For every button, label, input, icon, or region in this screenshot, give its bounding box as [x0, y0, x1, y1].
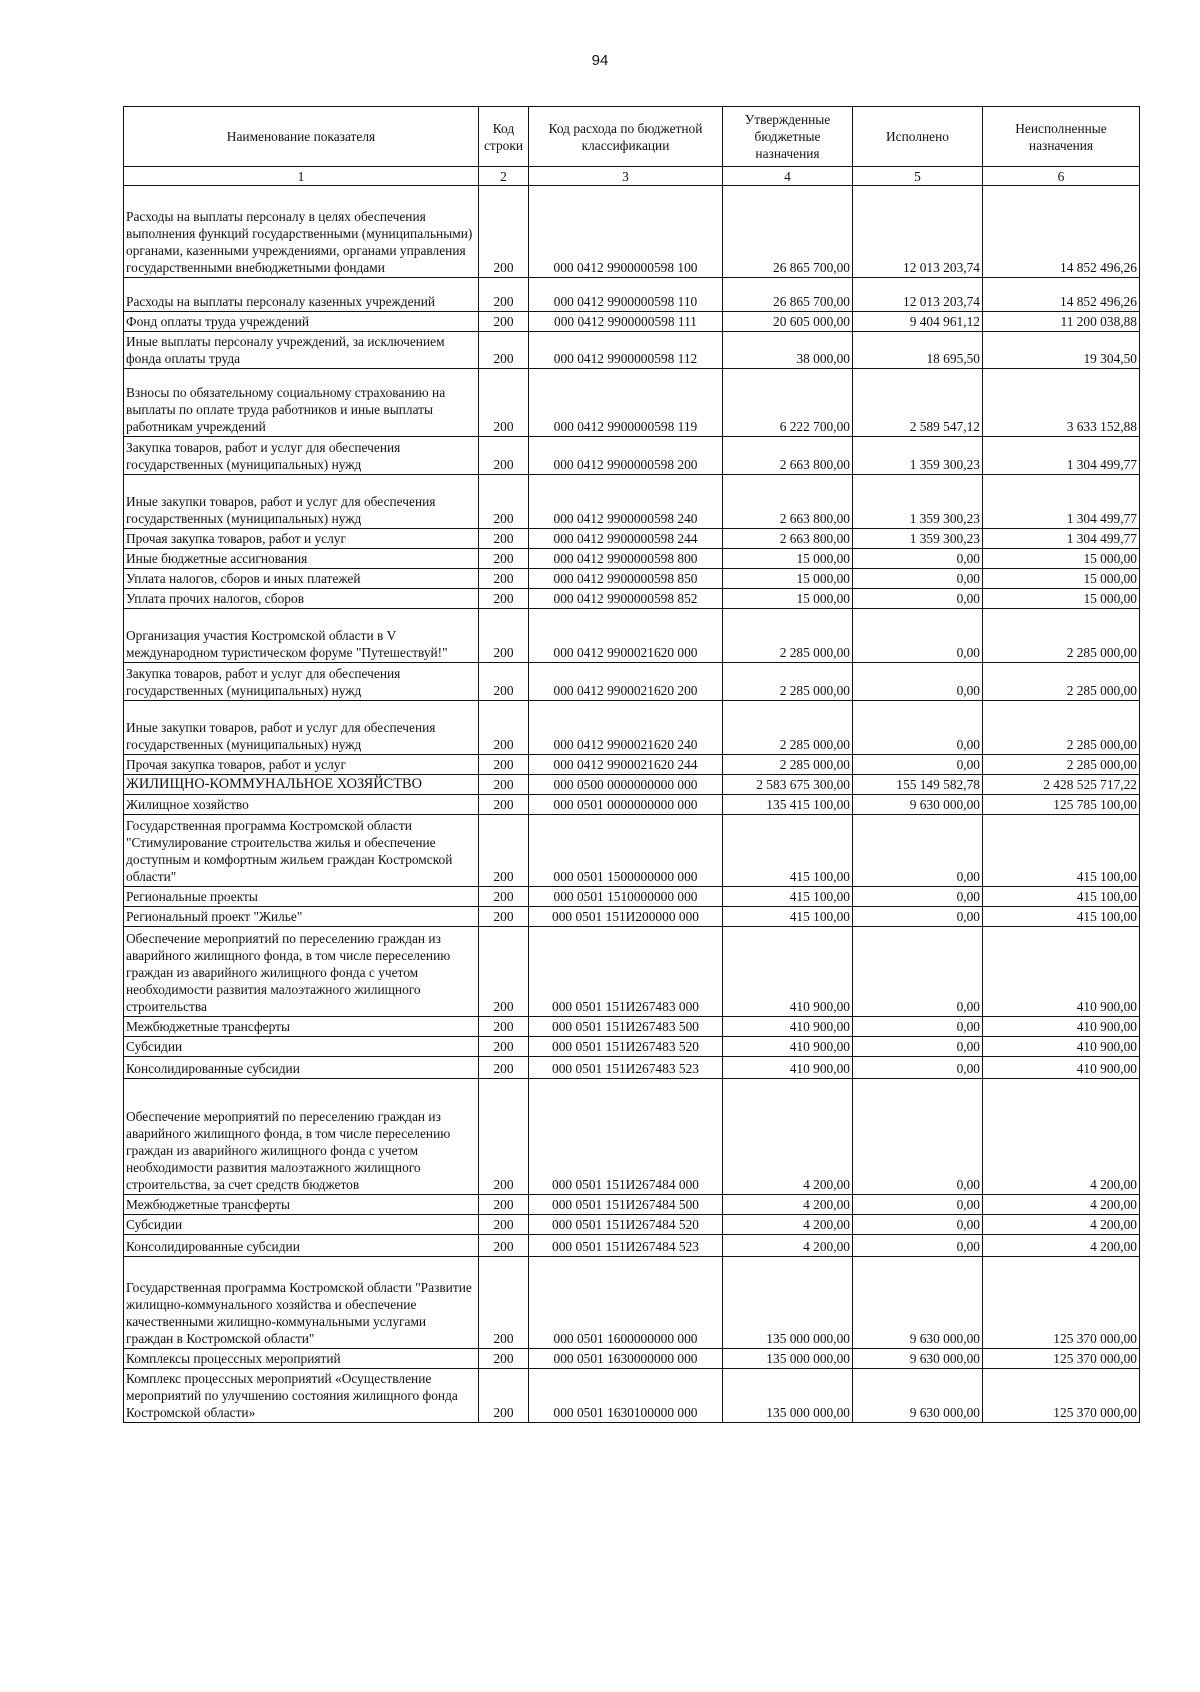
row-line-code: 200	[479, 332, 529, 369]
row-name: Комплекс процессных мероприятий «Осуществление мероприятий по улучшению состояния жилищного фонда Костромской области»	[124, 1369, 479, 1423]
row-name: Региональные проекты	[124, 887, 479, 907]
row-approved: 4 200,00	[723, 1079, 853, 1195]
row-budget-code: 000 0501 0000000000 000	[529, 795, 723, 815]
table-row	[124, 369, 1140, 437]
row-approved: 20 605 000,00	[723, 312, 853, 332]
table-row	[124, 1349, 1140, 1369]
row-unexecuted: 125 785 100,00	[983, 795, 1140, 815]
row-budget-code: 000 0501 1600000000 000	[529, 1257, 723, 1349]
row-line-code: 200	[479, 278, 529, 312]
row-line-code: 200	[479, 1017, 529, 1037]
row-line-code: 200	[479, 775, 529, 795]
row-executed: 0,00	[853, 549, 983, 569]
row-name: Обеспечение мероприятий по переселению граждан из аварийного жилищного фонда, в том числе переселению граждан из аварийного жилищного фонда с учетом необходимости развития малоэтажного жилищного строительства, за счет средств бюджетов	[124, 1079, 479, 1195]
table-row	[124, 1257, 1140, 1349]
row-approved: 38 000,00	[723, 332, 853, 369]
row-line-code: 200	[479, 815, 529, 887]
table-row	[124, 1079, 1140, 1195]
table-row	[124, 475, 1140, 529]
row-approved: 2 285 000,00	[723, 609, 853, 663]
row-name: Закупка товаров, работ и услуг для обеспечения государственных (муниципальных) нужд	[124, 437, 479, 475]
table-row	[124, 529, 1140, 549]
row-line-code: 200	[479, 369, 529, 437]
row-executed: 0,00	[853, 1195, 983, 1215]
row-unexecuted: 410 900,00	[983, 1017, 1140, 1037]
row-executed: 0,00	[853, 569, 983, 589]
row-approved: 15 000,00	[723, 569, 853, 589]
row-name: Комплексы процессных мероприятий	[124, 1349, 479, 1369]
row-executed: 0,00	[853, 609, 983, 663]
row-approved: 2 663 800,00	[723, 437, 853, 475]
row-budget-code: 000 0501 151И267483 000	[529, 927, 723, 1017]
table-row	[124, 755, 1140, 775]
row-executed: 0,00	[853, 1057, 983, 1079]
row-approved: 135 000 000,00	[723, 1369, 853, 1423]
row-name: Иные выплаты персоналу учреждений, за исключением фонда оплаты труда	[124, 332, 479, 369]
row-budget-code: 000 0412 9900000598 111	[529, 312, 723, 332]
row-name: Организация участия Костромской области в V международном туристическом форуме "Путешествуй!"	[124, 609, 479, 663]
row-executed: 0,00	[853, 1079, 983, 1195]
row-executed: 0,00	[853, 1017, 983, 1037]
column-number-row	[124, 167, 1140, 186]
table-row	[124, 609, 1140, 663]
row-line-code: 200	[479, 475, 529, 529]
row-executed: 0,00	[853, 589, 983, 609]
row-executed: 12 013 203,74	[853, 186, 983, 278]
row-executed: 0,00	[853, 907, 983, 927]
row-approved: 410 900,00	[723, 1017, 853, 1037]
table-row	[124, 795, 1140, 815]
row-budget-code: 000 0501 151И267484 523	[529, 1235, 723, 1257]
header-line-code: Код строки	[479, 107, 529, 167]
row-approved: 135 000 000,00	[723, 1257, 853, 1349]
row-unexecuted: 4 200,00	[983, 1235, 1140, 1257]
table-row	[124, 186, 1140, 278]
row-budget-code: 000 0501 151И267483 500	[529, 1017, 723, 1037]
row-executed: 0,00	[853, 755, 983, 775]
row-executed: 0,00	[853, 663, 983, 701]
row-executed: 0,00	[853, 887, 983, 907]
row-line-code: 200	[479, 529, 529, 549]
row-approved: 415 100,00	[723, 887, 853, 907]
row-approved: 415 100,00	[723, 815, 853, 887]
column-number: 5	[853, 167, 983, 186]
row-executed: 18 695,50	[853, 332, 983, 369]
row-approved: 410 900,00	[723, 1057, 853, 1079]
table-row	[124, 1215, 1140, 1235]
row-approved: 410 900,00	[723, 927, 853, 1017]
column-number: 4	[723, 167, 853, 186]
row-approved: 2 285 000,00	[723, 663, 853, 701]
row-budget-code: 000 0412 9900000598 112	[529, 332, 723, 369]
row-name: Консолидированные субсидии	[124, 1057, 479, 1079]
row-line-code: 200	[479, 1257, 529, 1349]
row-name: Уплата прочих налогов, сборов	[124, 589, 479, 609]
row-line-code: 200	[479, 907, 529, 927]
row-name: Иные закупки товаров, работ и услуг для обеспечения государственных (муниципальных) нужд	[124, 475, 479, 529]
row-unexecuted: 2 285 000,00	[983, 663, 1140, 701]
row-budget-code: 000 0412 9900021620 000	[529, 609, 723, 663]
row-executed: 0,00	[853, 1215, 983, 1235]
row-unexecuted: 2 428 525 717,22	[983, 775, 1140, 795]
column-number: 6	[983, 167, 1140, 186]
header-budget-code: Код расхода по бюджетной классификации	[529, 107, 723, 167]
row-approved: 2 583 675 300,00	[723, 775, 853, 795]
table-row	[124, 775, 1140, 795]
table-row	[124, 589, 1140, 609]
row-name: Фонд оплаты труда учреждений	[124, 312, 479, 332]
row-unexecuted: 15 000,00	[983, 549, 1140, 569]
row-unexecuted: 1 304 499,77	[983, 475, 1140, 529]
row-approved: 2 285 000,00	[723, 755, 853, 775]
budget-execution-table	[123, 106, 1140, 1423]
row-name: Расходы на выплаты персоналу в целях обеспечения выполнения функций государственными (муниципальными) органами, казенными учреждениями, органами управления государственными внебюджетными фондами	[124, 186, 479, 278]
row-approved: 15 000,00	[723, 549, 853, 569]
row-line-code: 200	[479, 312, 529, 332]
row-name: Взносы по обязательному социальному страхованию на выплаты по оплате труда работников и иные выплаты работникам учреждений	[124, 369, 479, 437]
row-name: Расходы на выплаты персоналу казенных учреждений	[124, 278, 479, 312]
row-budget-code: 000 0501 151И267484 520	[529, 1215, 723, 1235]
row-name: Субсидии	[124, 1037, 479, 1057]
row-name: Региональный проект "Жилье"	[124, 907, 479, 927]
row-line-code: 200	[479, 887, 529, 907]
row-executed: 9 404 961,12	[853, 312, 983, 332]
table-row	[124, 887, 1140, 907]
row-unexecuted: 15 000,00	[983, 589, 1140, 609]
row-line-code: 200	[479, 927, 529, 1017]
row-budget-code: 000 0501 151И200000 000	[529, 907, 723, 927]
row-name: ЖИЛИЩНО-КОММУНАЛЬНОЕ ХОЗЯЙСТВО	[124, 775, 479, 795]
row-executed: 0,00	[853, 1037, 983, 1057]
row-unexecuted: 2 285 000,00	[983, 755, 1140, 775]
row-line-code: 200	[479, 1079, 529, 1195]
row-executed: 1 359 300,23	[853, 475, 983, 529]
row-approved: 2 663 800,00	[723, 529, 853, 549]
row-executed: 155 149 582,78	[853, 775, 983, 795]
header-unexecuted: Неисполненные назначения	[983, 107, 1140, 167]
row-unexecuted: 125 370 000,00	[983, 1349, 1140, 1369]
row-budget-code: 000 0500 0000000000 000	[529, 775, 723, 795]
row-name: Межбюджетные трансферты	[124, 1195, 479, 1215]
row-approved: 135 415 100,00	[723, 795, 853, 815]
row-name: Обеспечение мероприятий по переселению граждан из аварийного жилищного фонда, в том числе переселению граждан из аварийного жилищного фонда с учетом необходимости развития малоэтажного жилищного строительства	[124, 927, 479, 1017]
row-unexecuted: 415 100,00	[983, 907, 1140, 927]
row-budget-code: 000 0501 151И267483 523	[529, 1057, 723, 1079]
row-line-code: 200	[479, 1235, 529, 1257]
row-executed: 2 589 547,12	[853, 369, 983, 437]
row-budget-code: 000 0412 9900000598 850	[529, 569, 723, 589]
row-name: Закупка товаров, работ и услуг для обеспечения государственных (муниципальных) нужд	[124, 663, 479, 701]
row-line-code: 200	[479, 569, 529, 589]
row-line-code: 200	[479, 663, 529, 701]
row-budget-code: 000 0501 1630100000 000	[529, 1369, 723, 1423]
table-row	[124, 1369, 1140, 1423]
row-approved: 2 285 000,00	[723, 701, 853, 755]
row-unexecuted: 410 900,00	[983, 1057, 1140, 1079]
row-budget-code: 000 0412 9900000598 852	[529, 589, 723, 609]
row-executed: 9 630 000,00	[853, 795, 983, 815]
row-approved: 415 100,00	[723, 907, 853, 927]
row-line-code: 200	[479, 1037, 529, 1057]
table-row	[124, 332, 1140, 369]
row-approved: 15 000,00	[723, 589, 853, 609]
row-executed: 1 359 300,23	[853, 529, 983, 549]
row-line-code: 200	[479, 795, 529, 815]
table-row	[124, 701, 1140, 755]
table-row	[124, 437, 1140, 475]
row-budget-code: 000 0501 151И267484 500	[529, 1195, 723, 1215]
row-executed: 9 630 000,00	[853, 1349, 983, 1369]
row-approved: 6 222 700,00	[723, 369, 853, 437]
row-approved: 4 200,00	[723, 1235, 853, 1257]
column-number: 3	[529, 167, 723, 186]
row-executed: 0,00	[853, 701, 983, 755]
row-executed: 0,00	[853, 815, 983, 887]
row-budget-code: 000 0412 9900000598 100	[529, 186, 723, 278]
row-approved: 26 865 700,00	[723, 186, 853, 278]
row-unexecuted: 410 900,00	[983, 927, 1140, 1017]
table-row	[124, 1235, 1140, 1257]
row-unexecuted: 415 100,00	[983, 887, 1140, 907]
table-row	[124, 815, 1140, 887]
row-budget-code: 000 0501 1630000000 000	[529, 1349, 723, 1369]
row-name: Государственная программа Костромской области "Развитие жилищно-коммунального хозяйства и обеспечение качественными жилищно-коммунальными услугами граждан в Костромской области"	[124, 1257, 479, 1349]
row-unexecuted: 11 200 038,88	[983, 312, 1140, 332]
row-line-code: 200	[479, 549, 529, 569]
row-approved: 410 900,00	[723, 1037, 853, 1057]
row-name: Прочая закупка товаров, работ и услуг	[124, 529, 479, 549]
row-approved: 4 200,00	[723, 1215, 853, 1235]
column-number: 2	[479, 167, 529, 186]
row-executed: 9 630 000,00	[853, 1369, 983, 1423]
row-budget-code: 000 0501 1510000000 000	[529, 887, 723, 907]
row-budget-code: 000 0501 1500000000 000	[529, 815, 723, 887]
row-name: Консолидированные субсидии	[124, 1235, 479, 1257]
row-approved: 135 000 000,00	[723, 1349, 853, 1369]
header-name: Наименование показателя	[124, 107, 479, 167]
row-unexecuted: 1 304 499,77	[983, 437, 1140, 475]
row-line-code: 200	[479, 1195, 529, 1215]
row-budget-code: 000 0412 9900021620 240	[529, 701, 723, 755]
table-body	[124, 186, 1140, 1423]
table-row	[124, 312, 1140, 332]
row-name: Субсидии	[124, 1215, 479, 1235]
row-line-code: 200	[479, 1349, 529, 1369]
row-budget-code: 000 0501 151И267484 000	[529, 1079, 723, 1195]
row-budget-code: 000 0412 9900000598 119	[529, 369, 723, 437]
row-unexecuted: 2 285 000,00	[983, 609, 1140, 663]
row-budget-code: 000 0412 9900000598 244	[529, 529, 723, 549]
row-executed: 9 630 000,00	[853, 1257, 983, 1349]
row-unexecuted: 14 852 496,26	[983, 278, 1140, 312]
row-line-code: 200	[479, 1215, 529, 1235]
table-row	[124, 663, 1140, 701]
row-unexecuted: 4 200,00	[983, 1079, 1140, 1195]
row-unexecuted: 19 304,50	[983, 332, 1140, 369]
header-approved: Утвержденные бюджетные назначения	[723, 107, 853, 167]
row-budget-code: 000 0412 9900000598 200	[529, 437, 723, 475]
table-row	[124, 907, 1140, 927]
row-name: Межбюджетные трансферты	[124, 1017, 479, 1037]
table-row	[124, 1037, 1140, 1057]
table-row	[124, 1195, 1140, 1215]
row-line-code: 200	[479, 437, 529, 475]
row-unexecuted: 3 633 152,88	[983, 369, 1140, 437]
row-line-code: 200	[479, 1369, 529, 1423]
table-row	[124, 927, 1140, 1017]
row-budget-code: 000 0412 9900000598 240	[529, 475, 723, 529]
table-row	[124, 569, 1140, 589]
page-number: 94	[591, 52, 609, 69]
row-name: Уплата налогов, сборов и иных платежей	[124, 569, 479, 589]
table-row	[124, 1017, 1140, 1037]
row-budget-code: 000 0501 151И267483 520	[529, 1037, 723, 1057]
row-unexecuted: 4 200,00	[983, 1195, 1140, 1215]
row-executed: 1 359 300,23	[853, 437, 983, 475]
row-line-code: 200	[479, 755, 529, 775]
row-line-code: 200	[479, 609, 529, 663]
row-approved: 26 865 700,00	[723, 278, 853, 312]
row-unexecuted: 410 900,00	[983, 1037, 1140, 1057]
row-name: Иные закупки товаров, работ и услуг для обеспечения государственных (муниципальных) нужд	[124, 701, 479, 755]
row-budget-code: 000 0412 9900021620 244	[529, 755, 723, 775]
row-name: Иные бюджетные ассигнования	[124, 549, 479, 569]
row-executed: 12 013 203,74	[853, 278, 983, 312]
row-unexecuted: 4 200,00	[983, 1215, 1140, 1235]
row-executed: 0,00	[853, 1235, 983, 1257]
row-line-code: 200	[479, 701, 529, 755]
header-executed: Исполнено	[853, 107, 983, 167]
row-unexecuted: 125 370 000,00	[983, 1257, 1140, 1349]
row-approved: 4 200,00	[723, 1195, 853, 1215]
row-budget-code: 000 0412 9900000598 800	[529, 549, 723, 569]
column-number: 1	[124, 167, 479, 186]
row-name: Государственная программа Костромской области "Стимулирование строительства жилья и обеспечение доступным и комфортным жильем граждан Костромской области"	[124, 815, 479, 887]
row-unexecuted: 15 000,00	[983, 569, 1140, 589]
row-unexecuted: 2 285 000,00	[983, 701, 1140, 755]
row-line-code: 200	[479, 589, 529, 609]
row-budget-code: 000 0412 9900021620 200	[529, 663, 723, 701]
row-name: Жилищное хозяйство	[124, 795, 479, 815]
row-executed: 0,00	[853, 927, 983, 1017]
row-unexecuted: 415 100,00	[983, 815, 1140, 887]
row-unexecuted: 14 852 496,26	[983, 186, 1140, 278]
row-line-code: 200	[479, 186, 529, 278]
table-row	[124, 278, 1140, 312]
table-header-row	[124, 107, 1140, 167]
row-approved: 2 663 800,00	[723, 475, 853, 529]
row-unexecuted: 125 370 000,00	[983, 1369, 1140, 1423]
table-row	[124, 549, 1140, 569]
table-row	[124, 1057, 1140, 1079]
row-line-code: 200	[479, 1057, 529, 1079]
row-budget-code: 000 0412 9900000598 110	[529, 278, 723, 312]
row-unexecuted: 1 304 499,77	[983, 529, 1140, 549]
row-name: Прочая закупка товаров, работ и услуг	[124, 755, 479, 775]
